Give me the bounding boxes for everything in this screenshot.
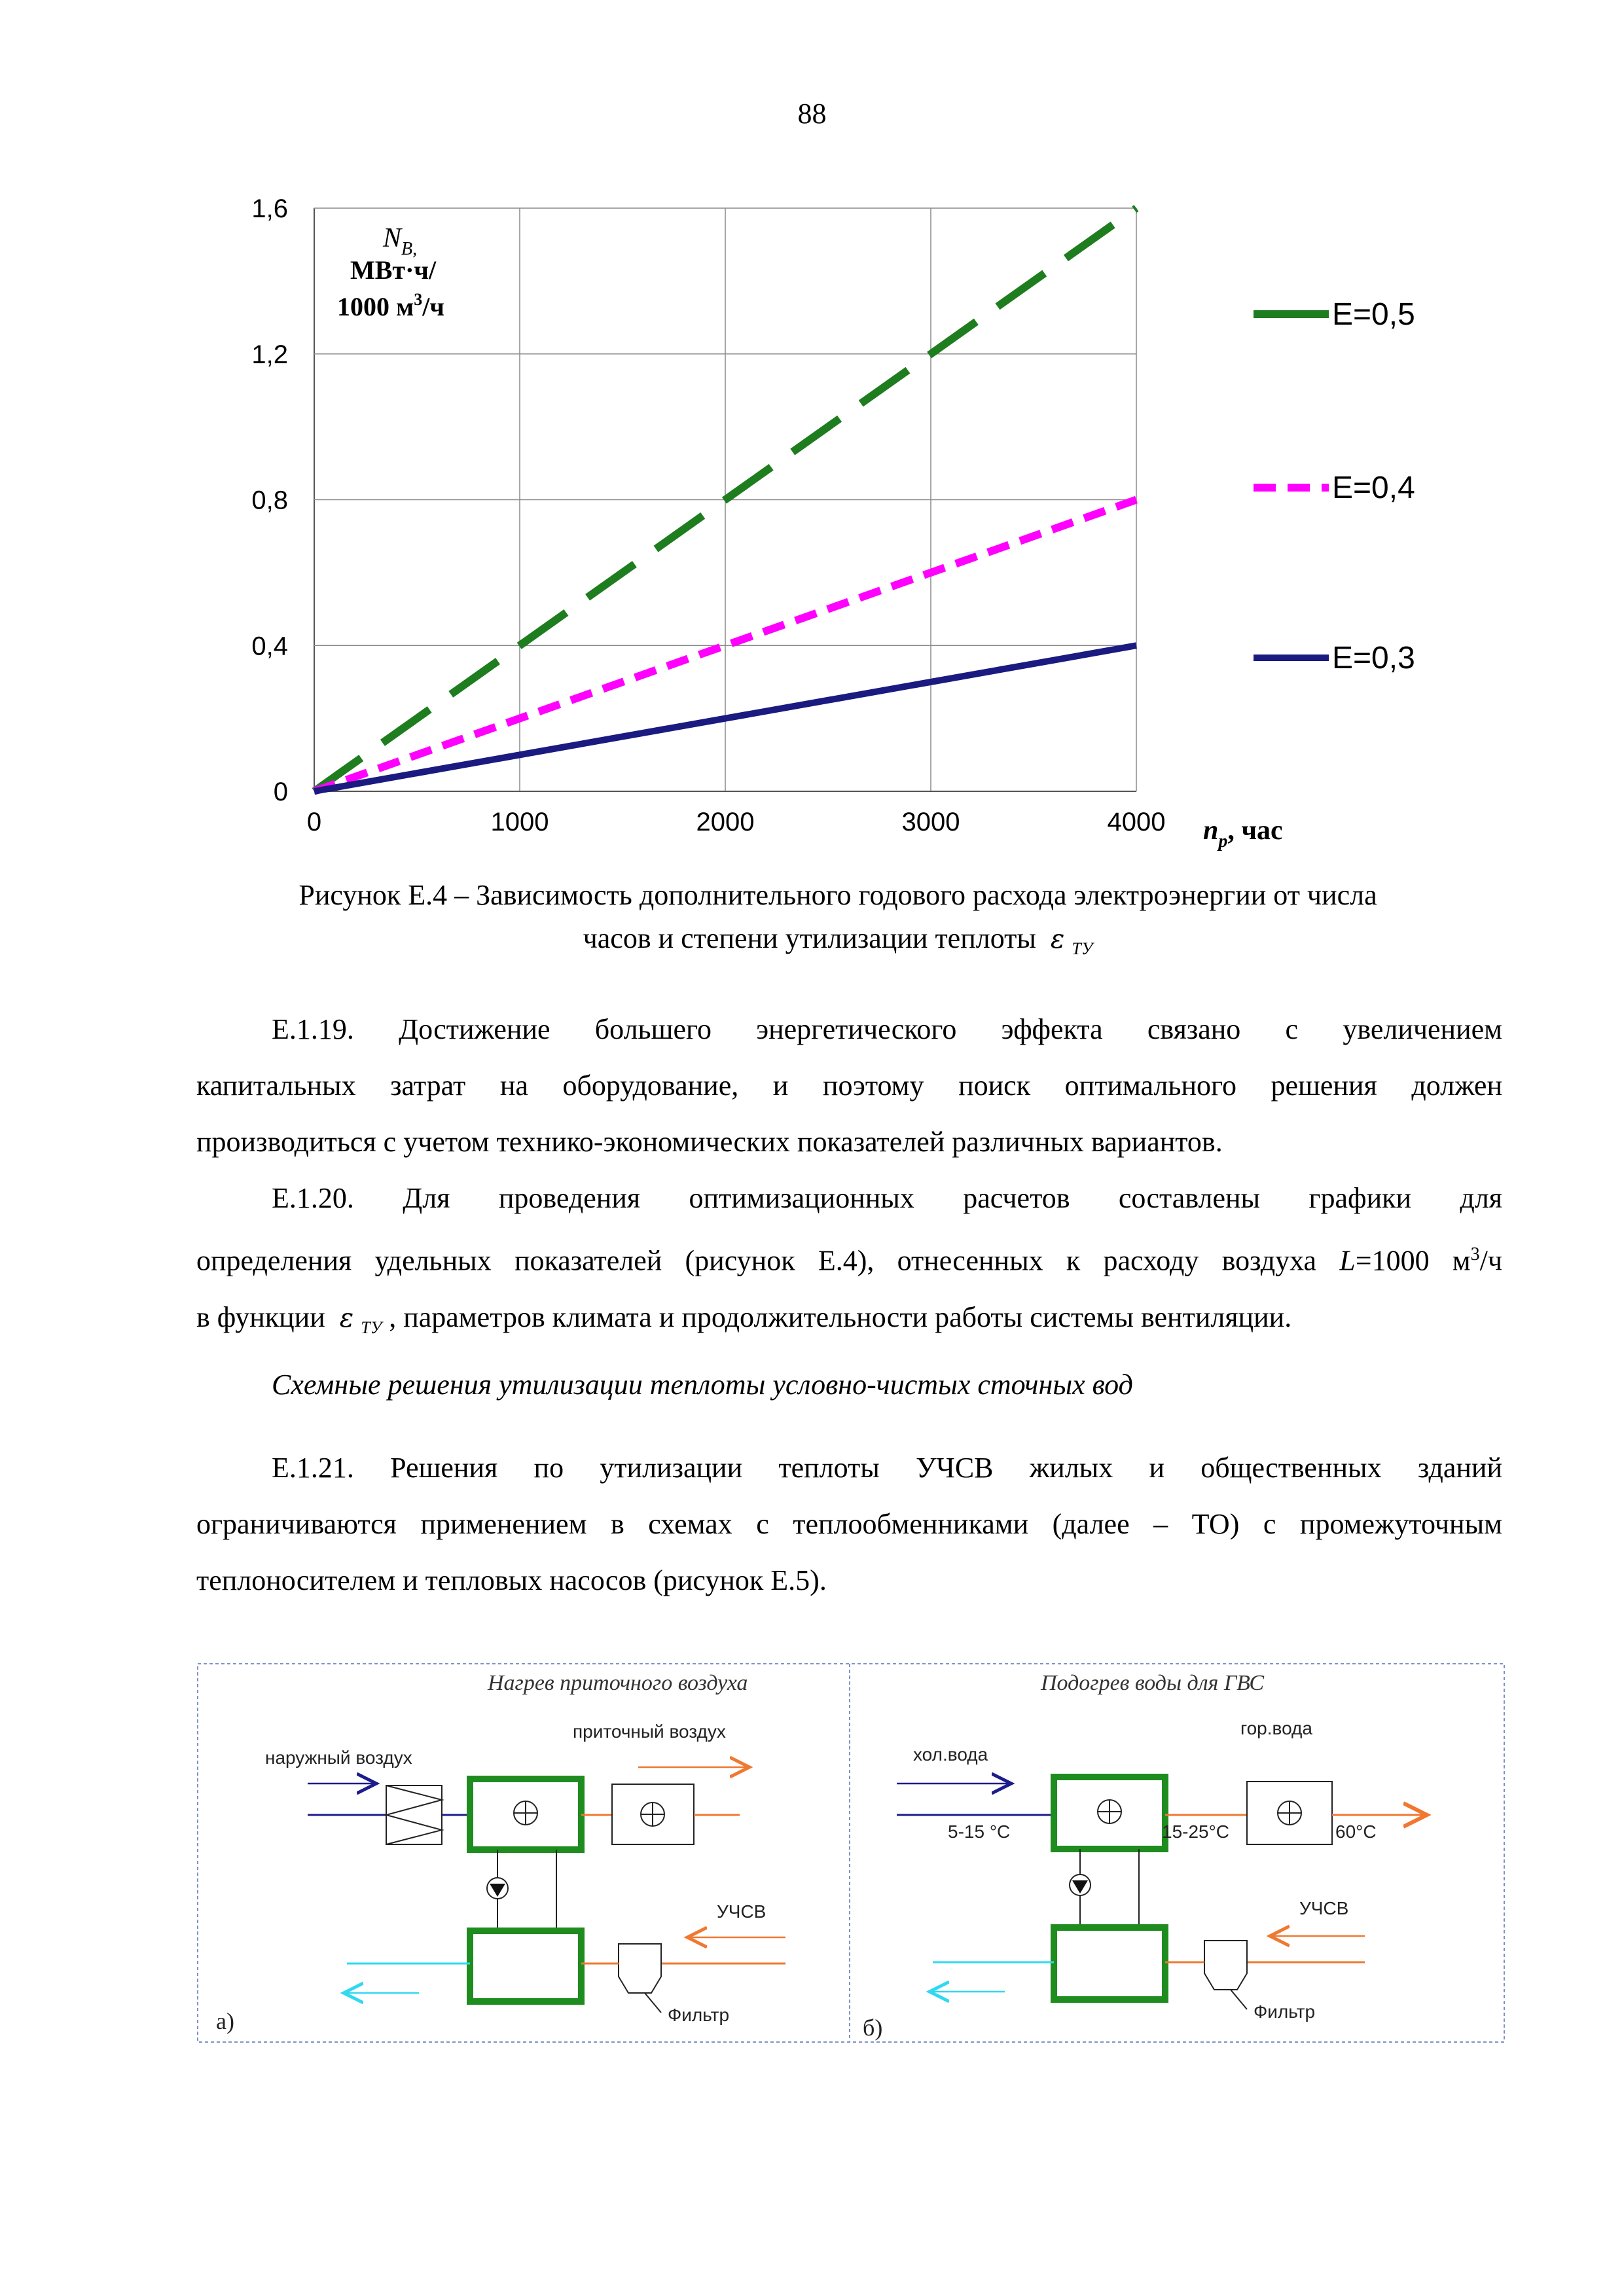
label-wastewater-b: УЧСВ (1299, 1898, 1349, 1918)
label-wastewater-a: УЧСВ (717, 1901, 767, 1922)
x-tick-label: 2000 (696, 808, 755, 836)
water-filter-a (619, 1944, 661, 1993)
air-filter (386, 1785, 442, 1844)
y-tick-label: 0,8 (251, 486, 288, 515)
page-number: 88 (797, 98, 827, 130)
label-filter-b: Фильтр (1254, 2001, 1316, 2022)
figure-caption (196, 874, 1479, 971)
label-cold-water: хол.вода (913, 1744, 988, 1765)
x-tick-label: 4000 (1107, 808, 1166, 836)
panel-a (216, 1671, 785, 2034)
para1-line: капитальных затрат на оборудование, и поэтому поиск оптимального решения должен (196, 1069, 1502, 1102)
label-hot-water: гор.вода (1240, 1718, 1312, 1738)
water-filter-b (1204, 1941, 1247, 1990)
y-tick-label: 1,2 (251, 340, 288, 369)
chart-ylabel-symbol: $N_{B,}$ (383, 223, 418, 259)
legend-label: E=0,3 (1332, 641, 1415, 675)
para3-line: ограничиваются применением в схемах с теплообменниками (далее – ТО) с промежуточным (196, 1508, 1502, 1540)
label-filter-a: Фильтр (668, 2005, 730, 2025)
para2-line-1: Е.1.20. Для проведения оптимизационных расчетов составлены графики для (272, 1182, 1502, 1214)
label-t-hot: 60°C (1335, 1821, 1377, 1842)
para1-line: Е.1.19. Достижение большего энергетического эффекта связано с увеличением (272, 1013, 1502, 1045)
chart-ylabel-per: 1000 $м^3/ч$ (337, 290, 444, 321)
para2-line-3: в функции ε $_{ТУ}$ , параметров климата и продолжительности работы системы вентиляции. (196, 1300, 1292, 1337)
para2-line-2: определения удельных показателей (рисунок Е.4), отнесенных к расходу воздуха L=1000 $м^3/ч$ (196, 1244, 1502, 1277)
panel-a-letter: а) (216, 2008, 234, 2034)
paragraph-e121 (196, 1440, 1502, 1609)
para3-line: Е.1.21. Решения по утилизации теплоты УЧСВ жилых и общественных зданий (272, 1452, 1502, 1484)
panel-b-title: Подогрев воды для ГВС (1041, 1671, 1265, 1695)
panel-b (863, 1671, 1427, 2041)
heat-exchanger-bottom-a (470, 1931, 581, 2001)
label-outdoor-air: наружный воздух (265, 1748, 412, 1768)
y-tick-label: 0 (273, 778, 288, 806)
x-tick-label: 3000 (901, 808, 960, 836)
paragraph-e120 (196, 1170, 1502, 1356)
legend-label: E=0,5 (1332, 297, 1415, 332)
heat-exchanger-bottom-b (1054, 1928, 1165, 2000)
scheme-diagram (0, 1662, 1624, 2068)
y-tick-label: 0,4 (251, 632, 288, 661)
y-tick-label: 1,6 (251, 194, 288, 223)
panel-a-title: Нагрев приточного воздуха (488, 1671, 748, 1695)
para3-line: теплоносителем и тепловых насосов (рисунок Е.5). (196, 1564, 827, 1596)
caption-line-1: Рисунок Е.4 – Зависимость дополнительного годового расхода электроэнергии от числа (298, 879, 1377, 911)
section-heading: Схемные решения утилизации теплоты условно-чистых сточных вод (272, 1369, 1133, 1401)
x-tick-label: 1000 (490, 808, 549, 836)
chart-xlabel: $n_p$, час (1203, 816, 1283, 852)
paragraph-e119 (196, 1001, 1502, 1170)
label-t-cold: 5-15 °C (948, 1821, 1011, 1842)
label-t-mid: 15-25°C (1162, 1821, 1230, 1842)
x-tick-label: 0 (306, 808, 322, 836)
caption-line-2: часов и степени утилизации теплоты ε $_{ТУ}$ (583, 922, 1093, 958)
chart (0, 0, 1624, 864)
legend-label: E=0,4 (1332, 471, 1415, 505)
chart-ylabel-unit: МВт·ч/ (350, 255, 437, 285)
panel-b-letter: б) (863, 2015, 883, 2041)
para1-line: производиться с учетом технико-экономических показателей различных вариантов. (196, 1126, 1223, 1158)
label-supply-air: приточный воздух (573, 1721, 726, 1742)
chart-legend (1254, 297, 1415, 675)
